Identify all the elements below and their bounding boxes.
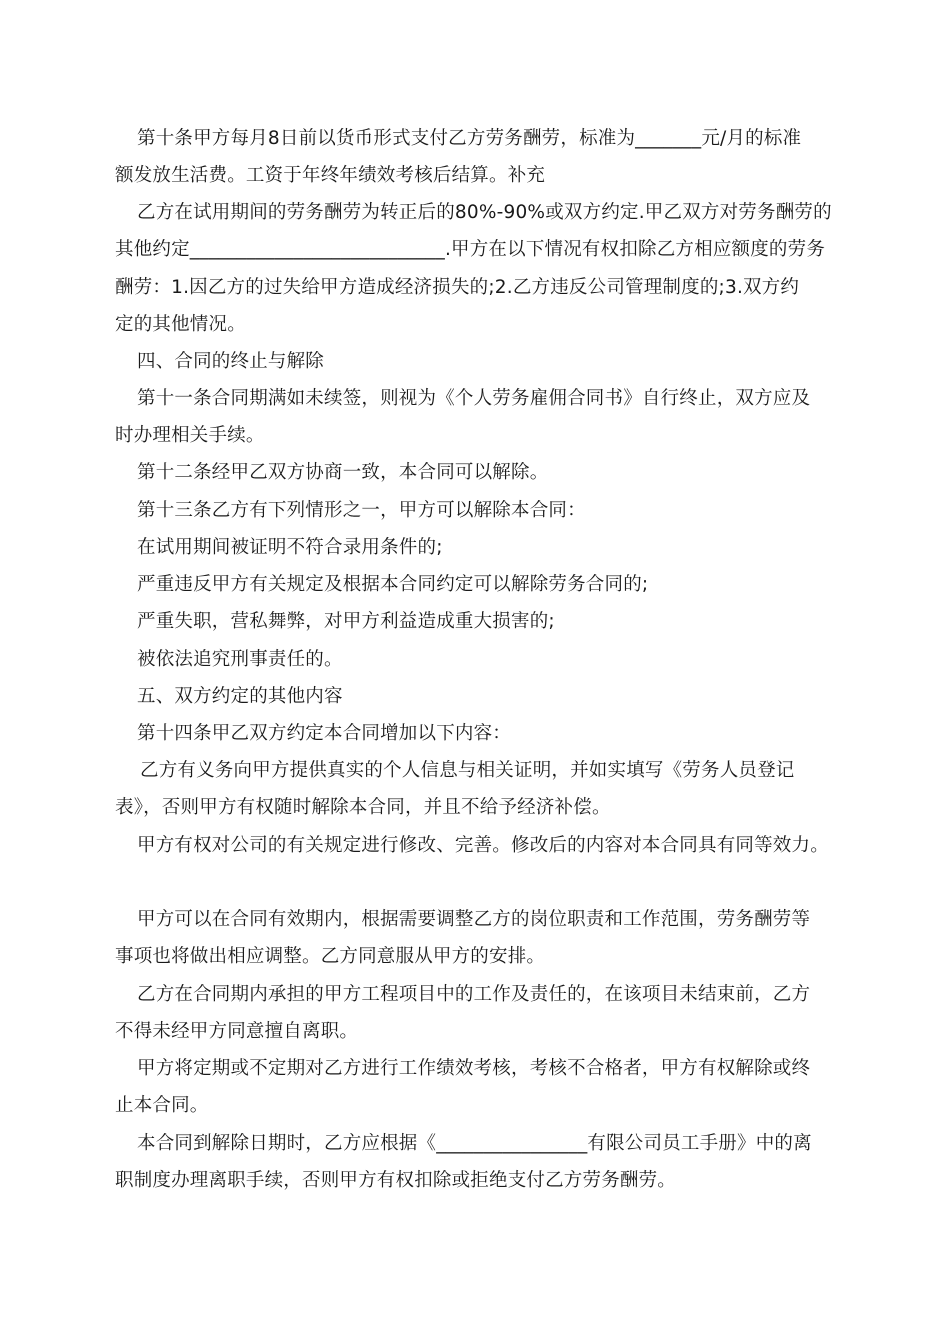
list-item: 严重失职，营私舞弊，对甲方利益造成重大损害的; [137, 611, 555, 632]
text-line: 乙方有义务向甲方提供真实的个人信息与相关证明，并如实填写《劳务人员登记 [140, 760, 795, 781]
text-line: 乙方在试用期间的劳务酬劳为转正后的80%-90%或双方约定.甲乙双方对劳务酬劳的 [137, 202, 832, 223]
text-line: 甲方有权对公司的有关规定进行修改、完善。修改后的内容对本合同具有同等效力。 [137, 835, 829, 856]
list-item: 严重违反甲方有关规定及根据本合同约定可以解除劳务合同的; [137, 574, 649, 595]
text-line: 第十条甲方每月8日前以货币形式支付乙方劳务酬劳，标准为_______元/月的标准 [137, 128, 802, 149]
text-line: 职制度办理离职手续，否则甲方有权扣除或拒绝支付乙方劳务酬劳。 [115, 1170, 677, 1191]
section-heading: 五、双方约定的其他内容 [137, 686, 343, 707]
section-heading: 四、合同的终止与解除 [137, 351, 325, 372]
text-line: 事项也将做出相应调整。乙方同意服从甲方的安排。 [115, 946, 546, 967]
list-item: 在试用期间被证明不符合录用条件的; [137, 537, 443, 558]
text-line: 第十二条经甲乙双方协商一致，本合同可以解除。 [137, 462, 549, 483]
text-line: 不得未经甲方同意擅自离职。 [115, 1021, 359, 1042]
text-line: 时办理相关手续。 [115, 425, 265, 446]
text-line: 其他约定___________________________.甲方在以下情况有权扣除乙方相应额度的劳务 [115, 239, 826, 260]
text-line: 甲方可以在合同有效期内，根据需要调整乙方的岗位职责和工作范围，劳务酬劳等 [137, 909, 811, 930]
text-line: 表》，否则甲方有权随时解除本合同，并且不给予经济补偿。 [115, 797, 611, 818]
text-line: 乙方在合同期内承担的甲方工程项目中的工作及责任的，在该项目未结束前，乙方 [137, 984, 811, 1005]
text-line: 额发放生活费。工资于年终年绩效考核后结算。补充 [115, 165, 546, 186]
text-line: 止本合同。 [115, 1095, 209, 1116]
text-line: 第十三条乙方有下列情形之一，甲方可以解除本合同： [137, 500, 586, 521]
list-item: 被依法追究刑事责任的。 [137, 649, 343, 670]
text-line: 第十四条甲乙双方约定本合同增加以下内容： [137, 723, 512, 744]
text-line: 定的其他情况。 [115, 314, 246, 335]
text-line: 第十一条合同期满如未续签，则视为《个人劳务雇佣合同书》自行终止，双方应及 [137, 388, 811, 409]
text-line: 本合同到解除日期时，乙方应根据《________________有限公司员工手册》中的离 [137, 1133, 812, 1154]
text-line: 甲方将定期或不定期对乙方进行工作绩效考核，考核不合格者，甲方有权解除或终 [137, 1058, 811, 1079]
text-line: 酬劳：1.因乙方的过失给甲方造成经济损失的;2.乙方违反公司管理制度的;3.双方约 [115, 277, 800, 298]
